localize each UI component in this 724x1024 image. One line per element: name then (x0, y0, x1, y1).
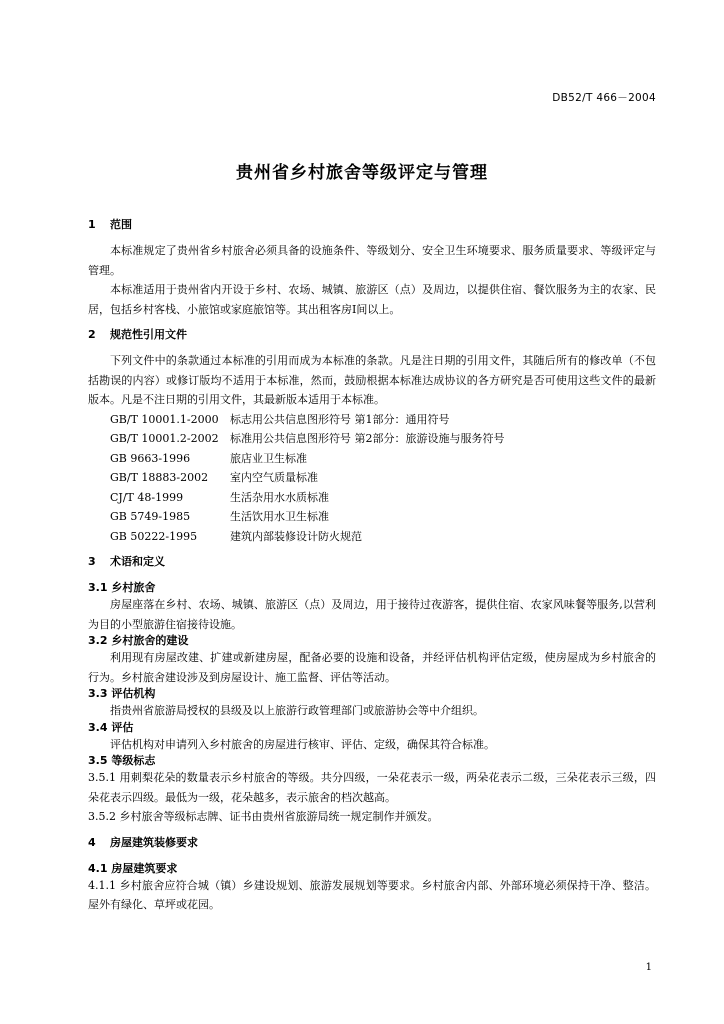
document-title: 贵州省乡村旅舍等级评定与管理 (236, 163, 488, 183)
document-body (88, 218, 656, 915)
reference-code: GB 9663-1996 (110, 451, 191, 465)
reference-row (88, 449, 656, 469)
reference-name: 标志用公共信息图形符号 第1部分：通用符号 (230, 412, 450, 426)
reference-code: GB 5749-1985 (110, 510, 191, 523)
reference-row (88, 507, 656, 527)
paragraph: 本标准规定了贵州省乡村旅舍必须具备的设施条件、等级划分、安全卫生环境要求、服务质量要求、等级评定与管理。 (88, 244, 656, 277)
section-number: 1 (88, 218, 96, 231)
reference-row (88, 468, 656, 488)
subsection-heading: 3.5 等级标志 (88, 754, 156, 767)
reference-row (88, 527, 656, 547)
reference-name: 室内空气质量标准 (230, 471, 318, 484)
clause-item: 3.5.2 乡村旅舍等级标志牌、证书由贵州省旅游局统一规定制作并颁发。 (88, 810, 439, 823)
document-code: DB52/T 466－2004 (552, 92, 656, 104)
section-number: 4 (88, 835, 96, 849)
section-3-heading (88, 555, 656, 569)
subsection-heading: 3.1 乡村旅舍 (88, 581, 156, 594)
clause-item: 3.5.1 用刺梨花朵的数量表示乡村旅舍的等级。共分四级，一朵花表示一级，两朵花表示二级，三朵花表示三级，四朵花表示四级。最低为一级，花朵越多，表示旅舍的档次越高。 (88, 771, 656, 804)
section-2-heading (88, 328, 656, 342)
subsection-heading: 3.2 乡村旅舍的建设 (88, 634, 189, 647)
reference-row (88, 488, 656, 508)
reference-code: CJ/T 48-1999 (110, 490, 184, 504)
section-number: 3 (88, 555, 96, 568)
paragraph: 利用现有房屋改建、扩建或新建房屋，配备必要的设施和设备，并经评估机构评估定级，使房屋成为乡村旅舍的行为。乡村旅舍建设涉及到房屋设计、施工监督、评估等活动。 (88, 651, 656, 684)
section-title: 范围 (110, 218, 132, 231)
section-title: 房屋建筑装修要求 (110, 835, 198, 849)
paragraph: 下列文件中的条款通过本标准的引用而成为本标准的条款。凡是注日期的引用文件，其随后所有的修改单（不包括勘误的内容）或修订版均不适用于本标准，然而，鼓励根据本标准达成协议的各方研究是否可使用这些文件的最新版本。凡是不注日期的引用文件，其最新版本适用于本标准。 (88, 354, 656, 406)
section-4-heading (88, 836, 656, 850)
reference-name: 生活杂用水水质标准 (230, 490, 329, 504)
reference-code: GB 50222-1995 (110, 529, 198, 543)
paragraph: 评估机构对申请列入乡村旅舍的房屋进行核审、评估、定级，确保其符合标准。 (110, 737, 495, 751)
reference-row (88, 410, 656, 430)
reference-name: 生活饮用水卫生标准 (230, 510, 329, 523)
paragraph: 指贵州省旅游局授权的县级及以上旅游行政管理部门或旅游协会等中介组织。 (110, 704, 484, 717)
reference-code: GB/T 10001.2-2002 (110, 432, 219, 445)
reference-row (88, 429, 656, 449)
paragraph: 本标准适用于贵州省内开设于乡村、农场、城镇、旅游区（点）及周边，以提供住宿、餐饮服务为主的农家、民居，包括乡村客栈、小旅馆或家庭旅馆等。其出租客房Ⅰ间以上。 (88, 283, 656, 316)
subsection-heading: 3.4 评估 (88, 720, 134, 734)
reference-name: 建筑内部装修设计防火规范 (230, 529, 362, 543)
section-title: 术语和定义 (110, 555, 165, 568)
reference-code: GB/T 18883-2002 (110, 471, 209, 484)
section-1-heading (88, 218, 656, 232)
subsection-heading: 4.1 房屋建筑要求 (88, 861, 178, 875)
section-number: 2 (88, 328, 96, 341)
reference-name: 旅店业卫生标准 (230, 451, 307, 465)
page-number: 1 (645, 962, 652, 973)
subsection-heading: 3.3 评估机构 (88, 687, 156, 700)
reference-name: 标准用公共信息图形符号 第2部分：旅游设施与服务符号 (230, 432, 505, 445)
paragraph: 房屋座落在乡村、农场、城镇、旅游区（点）及周边，用于接待过夜游客，提供住宿、农家风味餐等服务,以营利为目的小型旅游住宿接待设施。 (88, 598, 656, 631)
reference-code: GB/T 10001.1-2000 (110, 412, 219, 426)
section-title: 规范性引用文件 (110, 328, 187, 341)
clause-item: 4.1.1 乡村旅舍应符合城（镇）乡建设规划、旅游发展规划等要求。乡村旅舍内部、外部环境必须保持干净、整洁。屋外有绿化、草坪或花园。 (88, 878, 656, 911)
